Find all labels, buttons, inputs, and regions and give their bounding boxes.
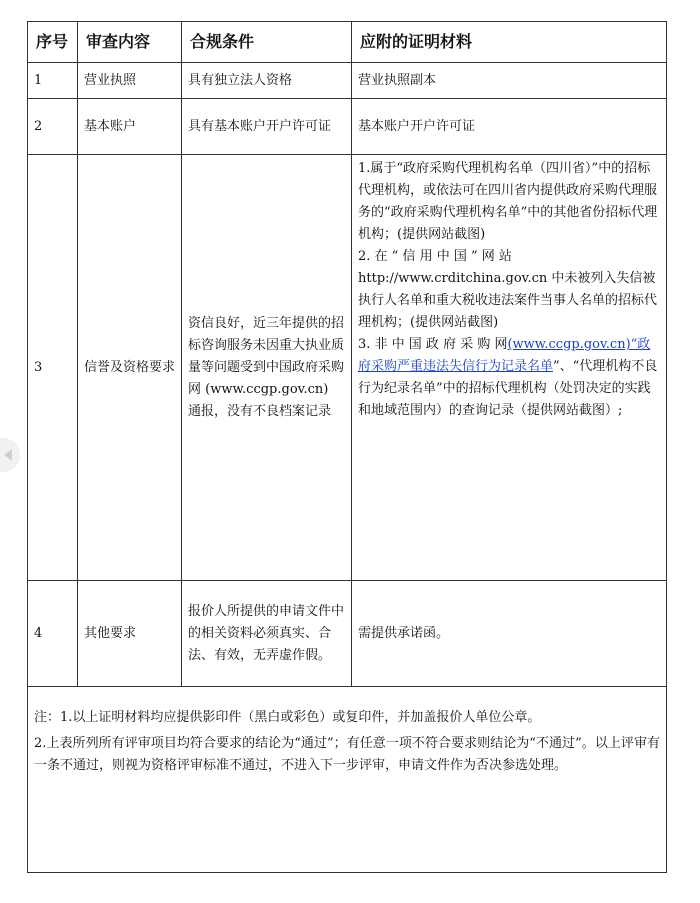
ccgp-blacklist-link[interactable]: (www.ccgp.gov.cn)“政府采购严重违法失信行为记录名单 [358, 337, 651, 374]
materials-item-3-suffix: ”、“代理机构不良行为纪录名单”中的招标代理机构（处罚决定的实践和地域范围内）的查询记录（提供网站截图）; [358, 359, 658, 418]
row-no: 4 [28, 581, 78, 687]
header-item: 审查内容 [78, 22, 182, 63]
row-condition: 报价人所提供的申请文件中的相关资料必须真实、合法、有效，无弄虚作假。 [182, 581, 352, 687]
qualification-review-table [27, 21, 667, 873]
row-item: 信誉及资格要求 [78, 155, 182, 581]
row-condition: 资信良好，近三年提供的招标咨询服务未因重大执业质量等问题受到中国政府采购网 (www.ccgp.gov.cn) 通报，没有不良档案记录 [182, 155, 352, 581]
table-header-row [28, 22, 667, 63]
header-condition: 合规条件 [182, 22, 352, 63]
row-no: 3 [28, 155, 78, 581]
note-2: 2.上表所列所有评审项目均符合要求的结论为“通过”；有任意一项不符合要求则结论为“不通过”。以上评审有一条不通过，则视为资格评审标准不通过，不进入下一步评审，申请文件作为否决参选处理。 [34, 736, 660, 773]
table-row [28, 155, 667, 581]
notes-cell [28, 687, 667, 873]
materials-item-2: 2. 在 “ 信 用 中 国 ” 网 站 http://www.crditchina.gov.cn 中未被列入失信被执行人名单和重大税收违法案件当事人名单的招标代理机构；(提供网站截图) [358, 249, 658, 330]
previous-page-arrow-icon[interactable] [0, 438, 20, 472]
notes-row [28, 687, 667, 873]
row-condition: 具有独立法人资格 [182, 63, 352, 99]
row-no: 2 [28, 99, 78, 155]
row-materials [352, 155, 667, 581]
header-materials: 应附的证明材料 [352, 22, 667, 63]
row-item: 基本账户 [78, 99, 182, 155]
materials-item-3 [358, 334, 660, 422]
row-item: 营业执照 [78, 63, 182, 99]
materials-item-1: 1.属于“政府采购代理机构名单（四川省）”中的招标代理机构，或依法可在四川省内提供政府采购代理服务的“政府采购代理机构名单”中的其他省份招标代理机构；(提供网站截图) [358, 161, 658, 242]
table-row [28, 99, 667, 155]
table-row [28, 63, 667, 99]
materials-item-3-prefix: 3. 非 中 国 政 府 采 购 网 [358, 337, 508, 352]
row-materials: 基本账户开户许可证 [352, 99, 667, 155]
row-materials: 需提供承诺函。 [352, 581, 667, 687]
header-no: 序号 [28, 22, 78, 63]
row-no: 1 [28, 63, 78, 99]
note-1: 注：1.以上证明材料均应提供影印件（黑白或彩色）或复印件，并加盖报价人单位公章。 [34, 710, 541, 725]
row-item: 其他要求 [78, 581, 182, 687]
row-materials: 营业执照副本 [352, 63, 667, 99]
row-condition: 具有基本账户开户许可证 [182, 99, 352, 155]
table-row [28, 581, 667, 687]
